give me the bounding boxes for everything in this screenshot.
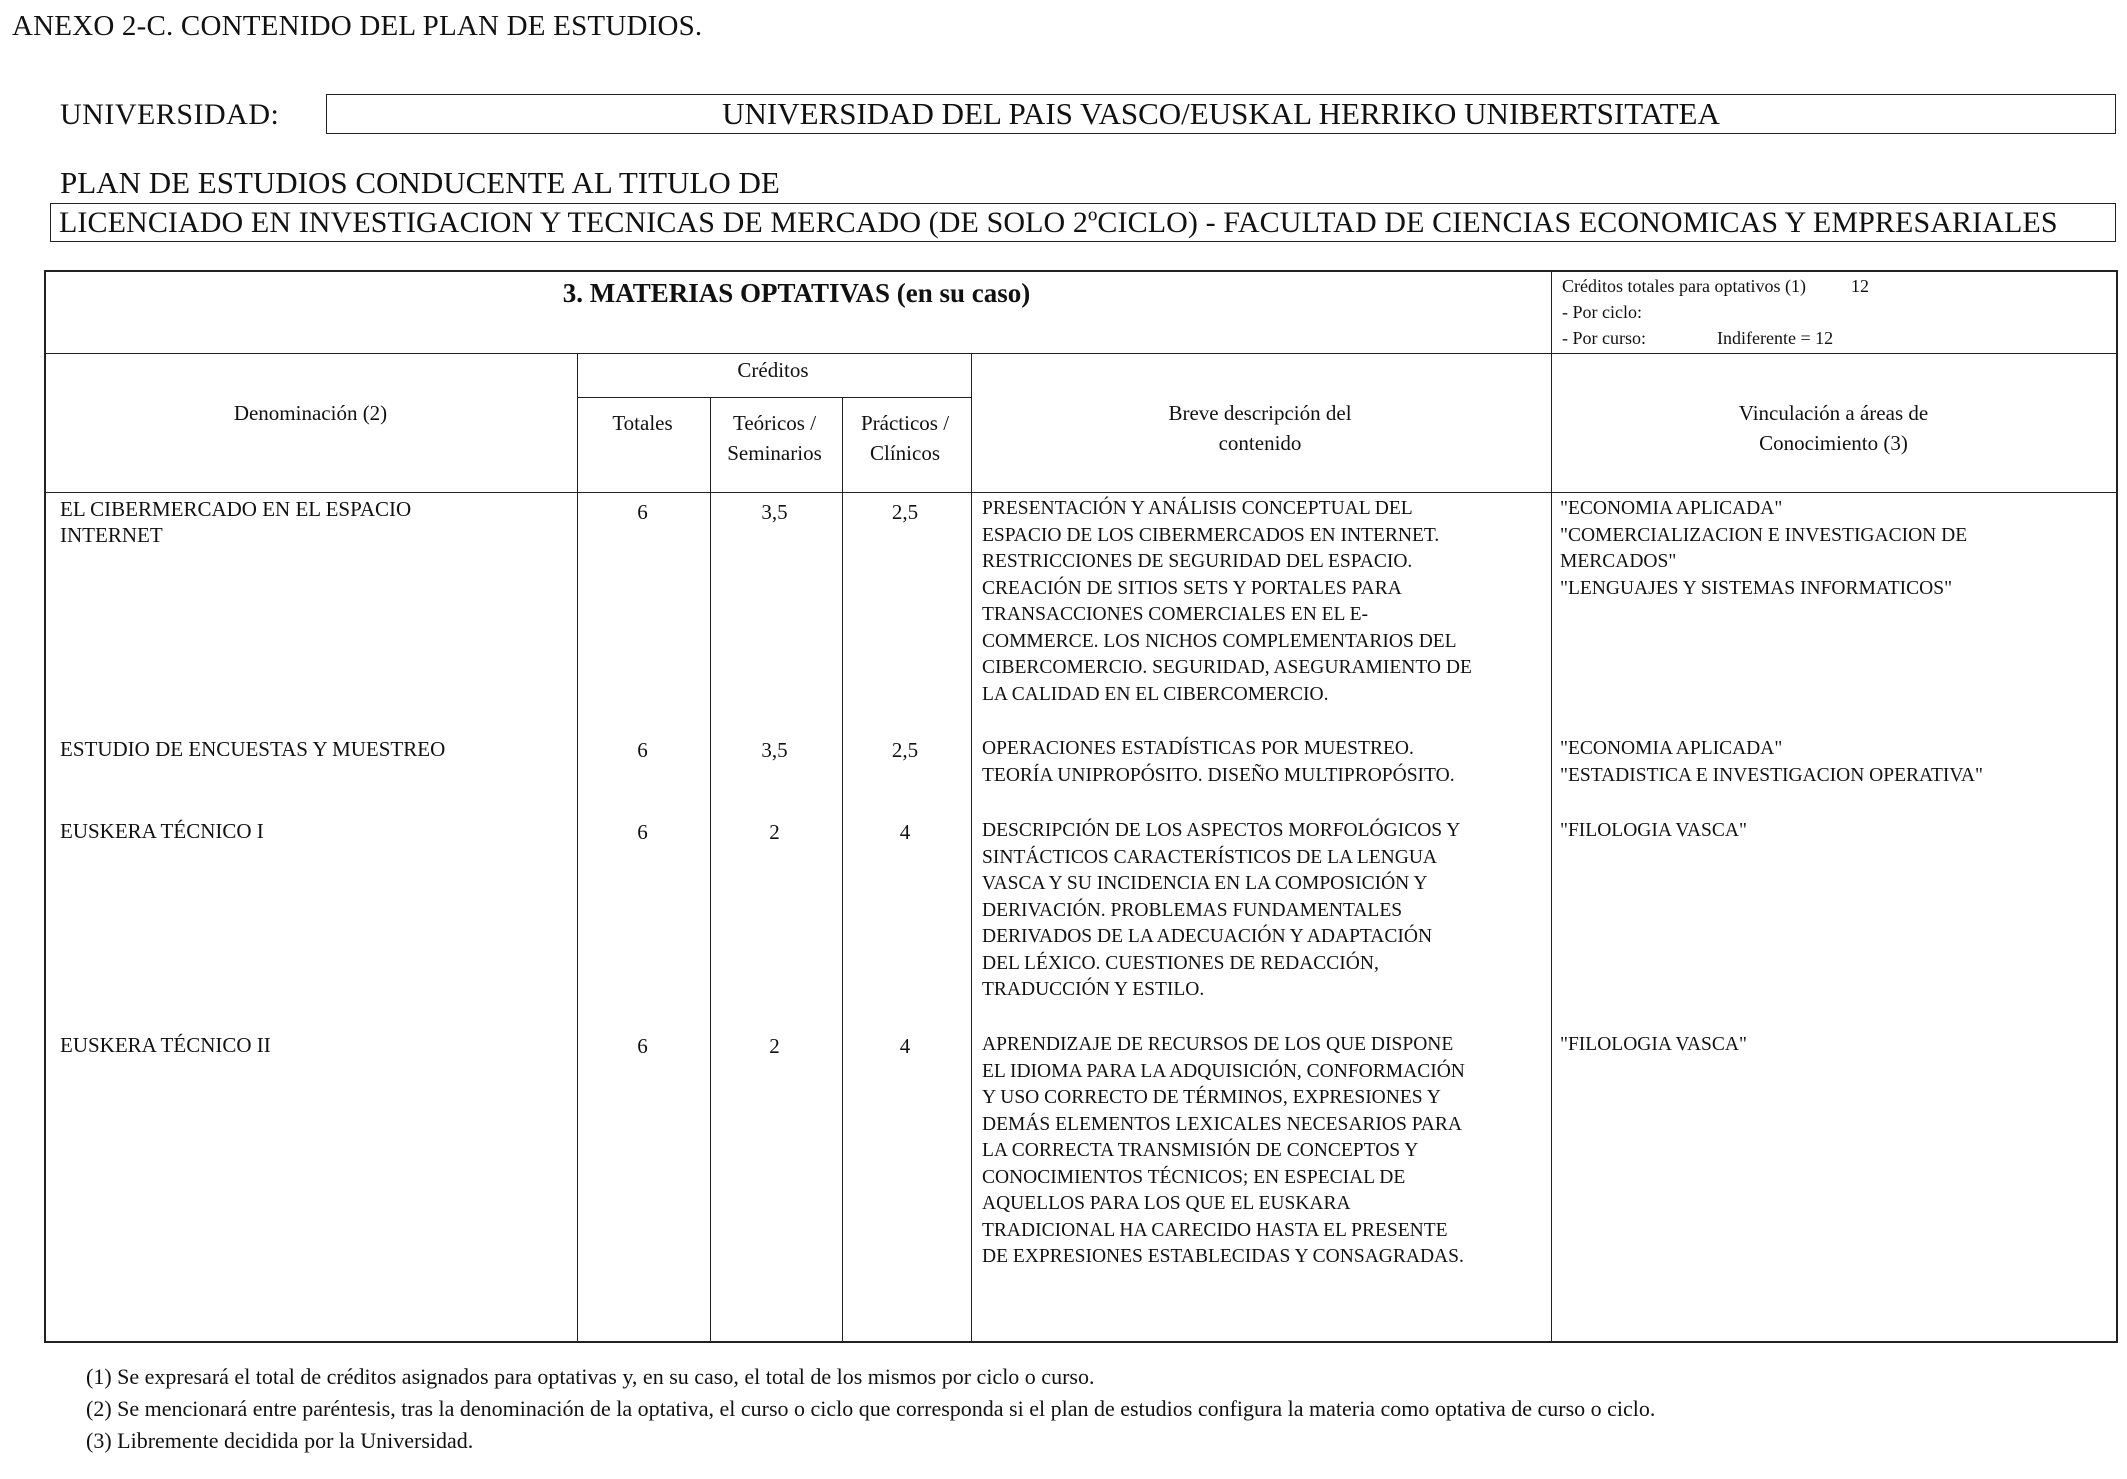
header-vinculacion-line1: Vinculación a áreas de <box>1738 401 1929 425</box>
row-description <box>982 496 1472 708</box>
credits-per-course-value: Indiferente = 12 <box>1717 328 1834 348</box>
row-practicos: 2,5 <box>891 500 919 524</box>
row-vinculacion <box>1560 496 1967 602</box>
annex-title: ANEXO 2-C. CONTENIDO DEL PLAN DE ESTUDIOS. <box>12 10 703 42</box>
credits-per-cycle-label: - Por ciclo: <box>1562 302 1642 322</box>
vinc-line: "FILOLOGIA VASCA" <box>1560 1034 1747 1055</box>
header-teoricos <box>709 408 840 468</box>
row-name <box>60 818 264 844</box>
plan-label: PLAN DE ESTUDIOS CONDUCENTE AL TITULO DE <box>60 165 780 200</box>
desc-line: LA CORRECTA TRANSMISIÓN DE CONCEPTOS Y <box>982 1140 1419 1161</box>
desc-line: CONOCIMIENTOS TÉCNICOS; EN ESPECIAL DE <box>982 1166 1406 1188</box>
header-denominacion: Denominación (2) <box>233 401 388 425</box>
row-teoricos: 3,5 <box>761 738 788 762</box>
header-creditos: Créditos <box>737 358 809 382</box>
header-descripcion-line2: contenido <box>1218 431 1302 455</box>
desc-line: EL IDIOMA PARA LA ADQUISICIÓN, CONFORMACIÓN <box>982 1060 1465 1082</box>
row-practicos: 4 <box>899 820 911 844</box>
desc-line: DERIVADOS DE LA ADECUACIÓN Y ADAPTACIÓN <box>982 926 1433 947</box>
header-practicos-line2: Clínicos <box>869 441 940 465</box>
row-name <box>60 496 411 548</box>
desc-line: DESCRIPCIÓN DE LOS ASPECTOS MORFOLÓGICOS Y <box>982 820 1461 841</box>
desc-line: VASCA Y SU INCIDENCIA EN LA COMPOSICIÓN Y <box>982 873 1428 894</box>
row-name-line1: EL CIBERMERCADO EN EL ESPACIO <box>60 497 412 521</box>
desc-line: DE EXPRESIONES ESTABLECIDAS Y CONSAGRADAS. <box>982 1246 1464 1267</box>
row-vinculacion <box>1560 1032 1747 1059</box>
header-teoricos-line1: Teóricos / <box>732 411 817 435</box>
section-title: 3. MATERIAS OPTATIVAS (en su caso) <box>562 278 1031 308</box>
row-description <box>982 736 1455 789</box>
footnote-1: (1) Se expresará el total de créditos asignados para optativas y, en su caso, el total de los mismos por ciclo o curso. <box>86 1364 1095 1389</box>
header-descripcion-line1: Breve descripción del <box>1168 401 1352 425</box>
credits-total-value: 12 <box>1850 276 1869 296</box>
row-name <box>60 1032 271 1058</box>
header-practicos-line1: Prácticos / <box>860 411 950 435</box>
desc-line: PRESENTACIÓN Y ANÁLISIS CONCEPTUAL DEL <box>982 498 1413 519</box>
header-vinculacion <box>1551 398 2116 458</box>
desc-line: SINTÁCTICOS CARACTERÍSTICOS DE LA LENGUA <box>982 846 1438 868</box>
row-practicos: 4 <box>899 1034 911 1058</box>
row-vinculacion <box>1560 736 1983 789</box>
row-totales: 6 <box>637 1034 648 1058</box>
row-description <box>982 818 1460 1004</box>
vinc-line: MERCADOS" <box>1560 551 1677 572</box>
row-vinculacion <box>1560 818 1747 845</box>
credits-total-line <box>1562 276 1869 297</box>
header-vinculacion-line2: Conocimiento (3) <box>1759 431 1908 455</box>
row-teoricos: 2 <box>769 820 780 844</box>
desc-line: CIBERCOMERCIO. SEGURIDAD, ASEGURAMIENTO DE <box>982 657 1472 678</box>
row-teoricos: 2 <box>769 1034 780 1058</box>
desc-line: APRENDIZAJE DE RECURSOS DE LOS QUE DISPONE <box>982 1034 1454 1055</box>
row-practicos: 2,5 <box>891 738 919 762</box>
vinc-line: "ECONOMIA APLICADA" <box>1560 738 1783 759</box>
header-totales: Totales <box>612 411 673 435</box>
vinc-line: "ECONOMIA APLICADA" <box>1560 498 1783 519</box>
desc-line: OPERACIONES ESTADÍSTICAS POR MUESTREO. <box>982 738 1414 759</box>
desc-line: DEMÁS ELEMENTOS LEXICALES NECESARIOS PARA <box>982 1113 1462 1135</box>
vinc-line: "ESTADISTICA E INVESTIGACION OPERATIVA" <box>1560 764 1983 786</box>
desc-line: TEORÍA UNIPROPÓSITO. DISEÑO MULTIPROPÓSITO. <box>982 764 1455 786</box>
row-teoricos: 3,5 <box>761 500 788 524</box>
row-description <box>982 1032 1465 1271</box>
desc-line: RESTRICCIONES DE SEGURIDAD DEL ESPACIO. <box>982 551 1413 572</box>
header-descripcion <box>971 398 1549 458</box>
row-totales: 6 <box>637 500 648 524</box>
desc-line: COMMERCE. LOS NICHOS COMPLEMENTARIOS DEL <box>982 630 1457 652</box>
vinc-line: "FILOLOGIA VASCA" <box>1560 820 1747 841</box>
desc-line: CREACIÓN DE SITIOS SETS Y PORTALES PARA <box>982 577 1402 599</box>
credits-per-course-line <box>1562 328 1833 349</box>
row-name <box>60 736 445 762</box>
desc-line: TRADICIONAL HA CARECIDO HASTA EL PRESENTE <box>982 1219 1448 1241</box>
row-name-line1: ESTUDIO DE ENCUESTAS Y MUESTREO <box>60 737 446 761</box>
degree-title: LICENCIADO EN INVESTIGACION Y TECNICAS DE MERCADO (DE SOLO 2ºCICLO) - FACULTAD DE CIENCIAS ECONOMICAS Y EMPRESARIALES <box>50 203 2116 242</box>
footnote-2: (2) Se mencionará entre paréntesis, tras la denominación de la optativa, el curso o ciclo que corresponda si el plan de estudios configura la materia como optativa de curso o ciclo. <box>86 1396 1656 1421</box>
desc-line: TRADUCCIÓN Y ESTILO. <box>982 979 1205 1000</box>
vinc-line: "LENGUAJES Y SISTEMAS INFORMATICOS" <box>1560 577 1953 599</box>
vinc-line: "COMERCIALIZACION E INVESTIGACION DE <box>1560 524 1968 546</box>
desc-line: Y USO CORRECTO DE TÉRMINOS, EXPRESIONES Y <box>982 1087 1441 1108</box>
desc-line: TRANSACCIONES COMERCIALES EN EL E- <box>982 604 1369 625</box>
footnote-3: (3) Libremente decidida por la Universidad. <box>86 1428 474 1453</box>
row-name-line1: EUSKERA TÉCNICO I <box>60 819 264 843</box>
university-label: UNIVERSIDAD: <box>60 98 280 131</box>
credits-per-course-label: - Por curso: <box>1562 328 1646 348</box>
header-teoricos-line2: Seminarios <box>727 441 822 465</box>
row-totales: 6 <box>637 738 648 762</box>
row-name-line2: INTERNET <box>60 523 163 547</box>
desc-line: ESPACIO DE LOS CIBERMERCADOS EN INTERNET. <box>982 524 1440 546</box>
credits-total-label: Créditos totales para optativos (1) <box>1562 276 1806 296</box>
desc-line: AQUELLOS PARA LOS QUE EL EUSKARA <box>982 1193 1351 1214</box>
desc-line: LA CALIDAD EN EL CIBERCOMERCIO. <box>982 683 1329 705</box>
row-totales: 6 <box>637 820 648 844</box>
desc-line: DERIVACIÓN. PROBLEMAS FUNDAMENTALES <box>982 899 1403 921</box>
university-name: UNIVERSIDAD DEL PAIS VASCO/EUSKAL HERRIKO UNIBERTSITATEA <box>326 94 2116 134</box>
desc-line: DEL LÉXICO. CUESTIONES DE REDACCIÓN, <box>982 952 1379 974</box>
header-practicos <box>841 408 969 468</box>
row-name-line1: EUSKERA TÉCNICO II <box>60 1033 271 1057</box>
